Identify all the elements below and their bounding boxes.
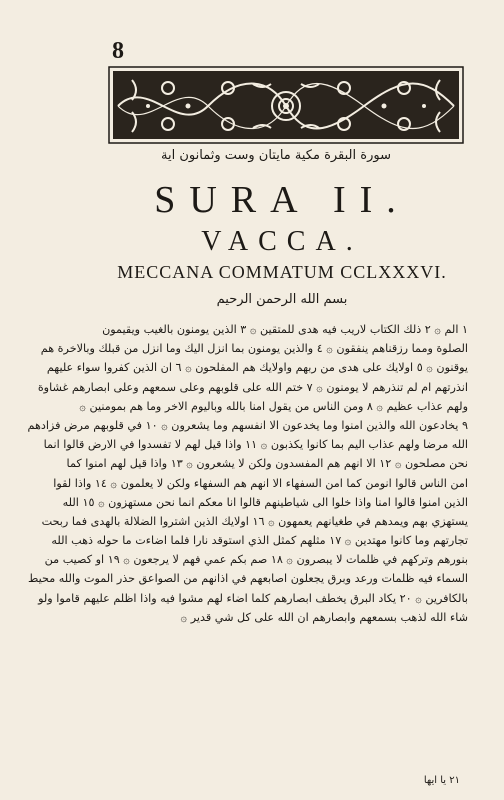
verse-line: الله مرضا ولهم عذاب اليم بما كانوا يكذبون ۞ ١١ واذا قيل لهم لا تفسدوا في الارض قالوا انما [43, 438, 468, 452]
verse-line: ولهم عذاب عظيم ۞ ٨ ومن الناس من يقول امنا بالله وباليوم الاخر وما هم بمومنين ۞ [79, 399, 468, 413]
verse-line: الذين امنوا قالوا امنا واذا خلوا الى شياطينهم قالوا انا معكم انما نحن مستهزون ۞ ١٥ الله [62, 495, 468, 509]
verse-line: ١ الم ۞ ٢ ذلك الكتاب لاريب فيه هدى للمتقين ۞ ٣ الذين يومنون بالغيب ويقيمون [102, 323, 468, 336]
sura-name: VACCA. [201, 226, 363, 257]
verse-line: شاء الله لذهب بسمعهم وابصارهم ان الله على كل شي قدير ۞ [180, 610, 468, 624]
verse-line: يوقنون ۞ ٥ اولايك على هدى من ربهم واولايك هم المفلحون ۞ ٦ ان الذين كفروا سواء عليهم [46, 361, 468, 375]
floral-headpiece-ornament [108, 66, 464, 144]
basmala: بسم الله الرحمن الرحيم [216, 292, 348, 307]
page-number: 8 [112, 38, 124, 64]
verse-text-block [27, 320, 468, 627]
verse-line: السماء فيه ظلمات ورعد وبرق يجعلون اصابعهم في اذانهم من الصواعق حذر الموت والله محيط [28, 572, 468, 586]
verse-line: نحن مصلحون ۞ ١٢ الا انهم هم المفسدون ولكن لا يشعرون ۞ ١٣ واذا قيل لهم امنوا كما [66, 457, 468, 471]
verse-line: ٩ يخادعون الله والذين امنوا وما يخدعون الا انفسهم وما يشعرون ۞ ١٠ في قلوبهم مرض فزادهم [27, 418, 468, 432]
sura-subtitle: MECCANA COMMATUM CCLXXXVI. [117, 262, 447, 282]
arabic-sura-heading: سورة البقرة مكية مايتان وست وثمانون اية [161, 148, 391, 163]
verse-line: انذرتهم ام لم تنذرهم لا يومنون ۞ ٧ ختم الله على قلوبهم وعلى سمعهم وعلى ابصارهم غشاوة [37, 380, 468, 394]
verse-line: امن الناس قالوا انومن كما امن السفهاء الا انهم هم السفهاء ولكن لا يعلمون ۞ ١٤ واذا لقوا [53, 476, 468, 490]
catchword: ٢١ يا ايها [423, 775, 460, 786]
verse-line: بالكافرين ۞ ٢٠ يكاد البرق يخطف ابصارهم كلما اضاء لهم مشوا فيه واذا اظلم عليهم قاموا ولو [38, 591, 468, 605]
verse-line: بنورهم وتركهم في ظلمات لا يبصرون ۞ ١٨ صم بكم عمي فهم لا يرجعون ۞ ١٩ او كصيب من [44, 553, 468, 567]
sura-title: SURA II. [154, 179, 410, 221]
verse-line: تجارتهم وما كانوا مهتدين ۞ ١٧ مثلهم كمثل الذي استوقد نارا فلما اضاءت ما حوله ذهب الله [51, 534, 468, 548]
verse-line: الصلوة ومما رزقناهم ينفقون ۞ ٤ والذين يومنون بما انزل اليك وما انزل من قبلك وبالاخرة هم [40, 342, 468, 356]
verse-line: يستهزي بهم ويمدهم في طغيانهم يعمهون ۞ ١٦ اولايك الذين اشتروا الضلالة بالهدى فما ربحت [41, 514, 468, 528]
